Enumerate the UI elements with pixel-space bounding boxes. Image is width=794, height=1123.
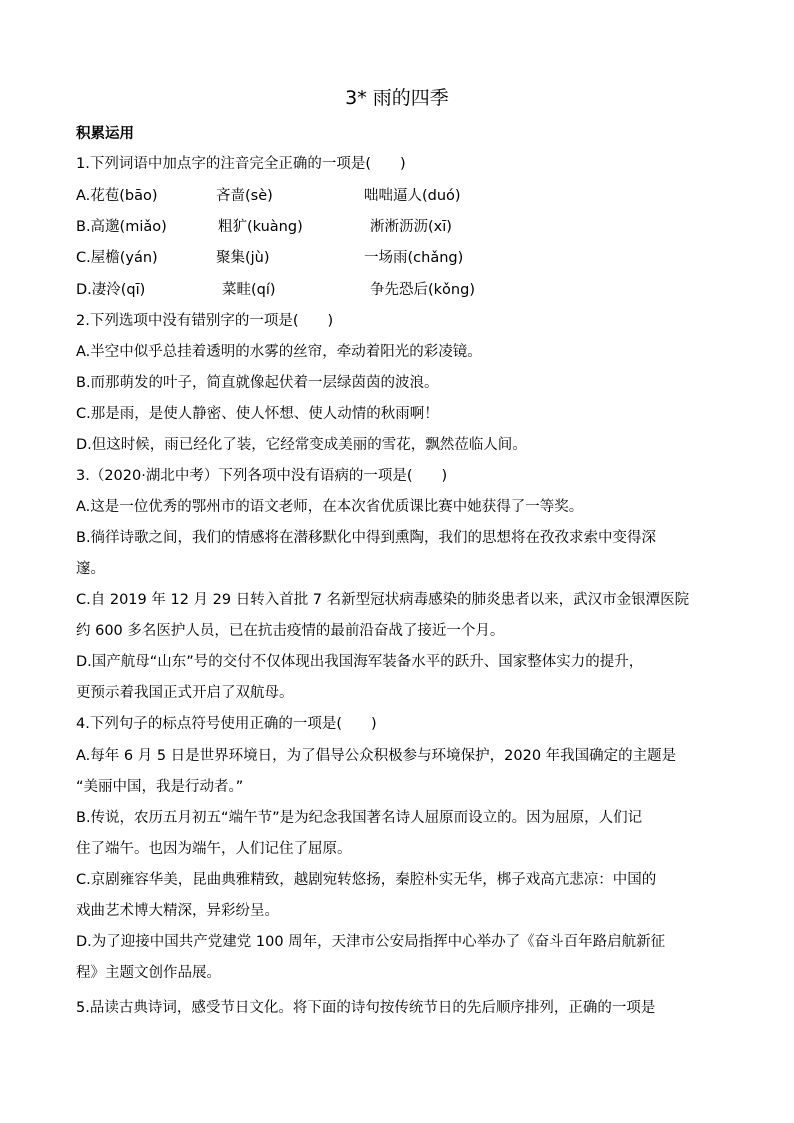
q3-option-d-line2: 更预示着我国正式开启了双航母。 <box>76 685 294 701</box>
q1-b-item-3: 淅淅沥沥(xī) <box>370 219 452 235</box>
lesson-title: 3* 雨的四季 <box>345 87 449 109</box>
q3-stem: 3.（2020·湖北中考）下列各项中没有语病的一项是( ) <box>76 468 448 484</box>
q1-b-item-2: 粗犷(kuàng) <box>218 219 303 235</box>
q4-option-d-line1: D.为了迎接中国共产党建党 100 周年，天津市公安局指挥中心举办了《奋斗百年路启航新征 <box>76 934 666 950</box>
q4-stem: 4.下列句子的标点符号使用正确的一项是( ) <box>76 716 377 732</box>
q1-c-item-2: 聚集(jù) <box>216 250 270 266</box>
section-heading: 积累运用 <box>76 126 134 142</box>
q4-option-c-line1: C.京剧雍容华美，昆曲典雅精致，越剧宛转悠扬，秦腔朴实无华，梆子戏高亢悲凉：中国的 <box>76 872 657 888</box>
q1-option-d <box>76 280 736 300</box>
q3-option-b-line2: 邃。 <box>76 561 105 577</box>
q2-option-a: A.半空中似乎总挂着透明的水雾的丝帘，牵动着阳光的彩凌镜。 <box>76 344 482 360</box>
q4-option-d-line2: 程》主题文创作品展。 <box>76 965 221 981</box>
q1-a-item-2: 吝啬(sè) <box>216 188 273 204</box>
q1-d-item-2: 菜畦(qí) <box>222 282 276 298</box>
q1-d-item-1: D.凄泠(qī) <box>76 282 146 298</box>
q4-option-c-line2: 戏曲艺术博大精深，异彩纷呈。 <box>76 903 279 919</box>
q2-stem: 2.下列选项中没有错别字的一项是( ) <box>76 313 334 329</box>
q1-option-b <box>76 217 736 237</box>
q1-option-c <box>76 248 736 268</box>
q3-option-d-line1: D.国产航母“山东”号的交付不仅体现出我国海军装备水平的跃升、国家整体实力的提升， <box>76 654 644 670</box>
q1-d-item-3: 争先恐后(kǒng) <box>370 282 475 298</box>
q3-option-c-line2: 约 600 多名医护人员，已在抗击疫情的最前沿奋战了接近一个月。 <box>76 623 505 639</box>
q5-stem: 5.品读古典诗词，感受节日文化。将下面的诗句按传统节日的先后顺序排列，正确的一项是 <box>76 1000 656 1016</box>
q2-option-c: C.那是雨，是使人静密、使人怀想、使人动情的秋雨啊！ <box>76 406 439 422</box>
q3-option-b-line1: B.徜徉诗歌之间，我们的情感将在潜移默化中得到熏陶，我们的思想将在孜孜求索中变得深 <box>76 530 657 546</box>
q1-a-item-1: A.花苞(bāo) <box>76 188 158 204</box>
q1-option-a <box>76 186 736 206</box>
q2-option-b: B.而那萌发的叶子，简直就像起伏着一层绿茵茵的波浪。 <box>76 375 439 391</box>
q1-c-item-3: 一场雨(chǎng) <box>364 250 464 266</box>
q4-option-b-line2: 住了端午。也因为端午，人们记住了屈原。 <box>76 841 352 857</box>
q1-a-item-3: 咄咄逼人(duó) <box>364 188 461 204</box>
q1-stem: 1.下列词语中加点字的注音完全正确的一项是( ) <box>76 156 406 172</box>
q1-b-item-1: B.高邈(miǎo) <box>76 219 167 235</box>
q4-option-a-line2: “美丽中国，我是行动者。” <box>76 779 244 795</box>
q3-option-a: A.这是一位优秀的鄂州市的语文老师，在本次省优质课比赛中她获得了一等奖。 <box>76 499 584 515</box>
q4-option-b-line1: B.传说，农历五月初五“端午节”是为纪念我国著名诗人屈原而设立的。因为屈原，人们记 <box>76 810 643 826</box>
q3-option-c-line1: C.自 2019 年 12 月 29 日转入首批 7 名新型冠状病毒感染的肺炎患者以来，武汉市金银潭医院 <box>76 592 690 608</box>
q1-c-item-1: C.屋檐(yán) <box>76 250 158 266</box>
q4-option-a-line1: A.每年 6 月 5 日是世界环境日，为了倡导公众积极参与环境保护，2020 年我国确定的主题是 <box>76 748 677 764</box>
q2-option-d: D.但这时候，雨已经化了装，它经常变成美丽的雪花，飘然莅临人间。 <box>76 437 527 453</box>
